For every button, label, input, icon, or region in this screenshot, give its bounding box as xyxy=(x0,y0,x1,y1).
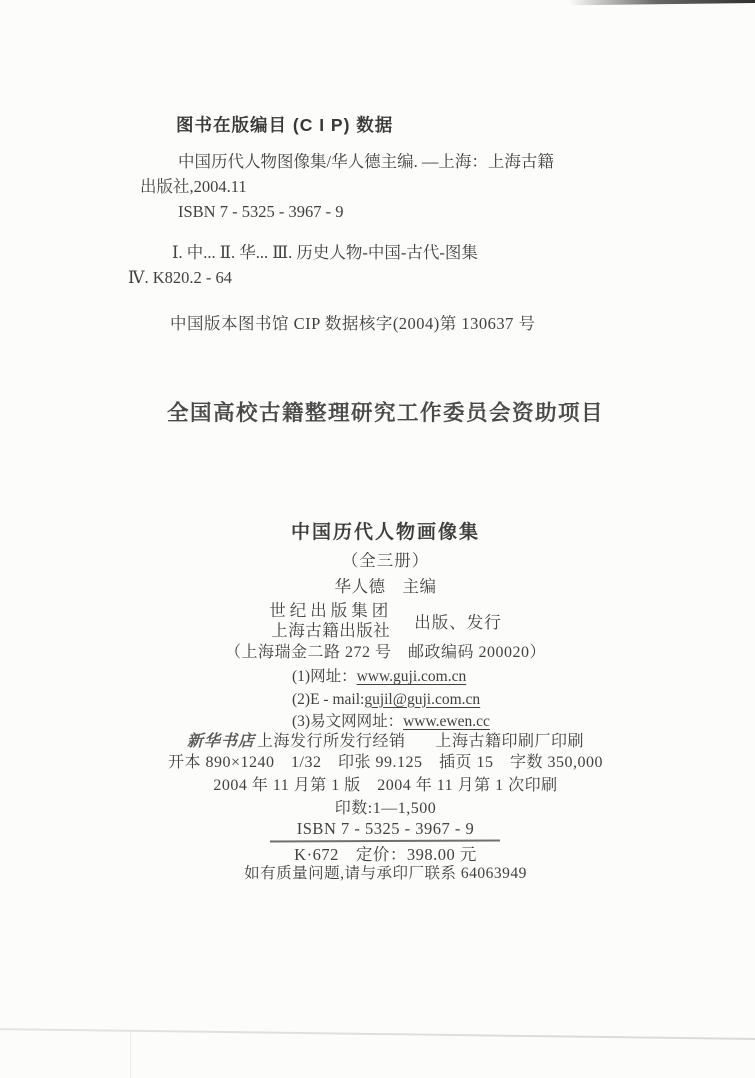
publisher-row xyxy=(0,601,755,641)
print-run-line: 印数:1—1,500 xyxy=(334,800,437,817)
editor-line: 华人德 主编 xyxy=(334,577,437,596)
cip-classification-block xyxy=(128,240,648,290)
classification-line-2: Ⅳ. K820.2 - 64 xyxy=(128,268,233,287)
email-line xyxy=(292,689,622,712)
price-line: K·672 定价：398.00 元 xyxy=(294,845,477,864)
cip-record-number: 中国版本图书馆 CIP 数据核字(2004)第 130637 号 xyxy=(170,314,536,333)
ewen-url: www.ewen.cc xyxy=(403,713,490,730)
contact-block xyxy=(292,666,622,734)
website-url: www.guji.com.cn xyxy=(356,668,467,685)
cip-header: 图书在版编目 (C I P) 数据 xyxy=(176,115,394,135)
cip-isbn: ISBN 7 - 5325 - 3967 - 9 xyxy=(178,202,344,221)
publisher-address: （上海瑞金二路 272 号 邮政编码 200020） xyxy=(224,644,546,661)
format-spec-line: 开本 890×1240 1/32 印张 99.125 插页 15 字数 350,000 xyxy=(168,754,603,771)
publisher-names xyxy=(269,601,392,641)
cip-title-line: 中国历代人物图像集/华人德主编. —上海：上海古籍 xyxy=(178,152,554,171)
distribution-line xyxy=(0,731,755,752)
book-title: 中国历代人物画像集 xyxy=(290,522,480,543)
isbn-line: ISBN 7 - 5325 - 3967 - 9 xyxy=(296,819,475,838)
ewen-label: (3)易文网网址： xyxy=(292,713,404,730)
website-line xyxy=(292,666,622,689)
cip-publisher-line: 出版社,2004.11 xyxy=(140,177,247,196)
funding-project-line: 全国高校古籍整理研究工作委员会资助项目 xyxy=(166,401,604,425)
email-address: gujil@guji.com.cn xyxy=(364,690,481,708)
publishing-group: 世纪出版集团 xyxy=(269,601,393,620)
scan-page-bottom-edge xyxy=(0,1028,755,1040)
cip-data-block xyxy=(140,113,640,224)
website-label: (1)网址： xyxy=(292,668,357,685)
publisher-name: 上海古籍出版社 xyxy=(271,621,391,640)
publisher-role: 出版、发行 xyxy=(414,613,502,632)
scan-top-edge-artifact xyxy=(569,0,755,5)
edition-line: 2004 年 11 月第 1 版 2004 年 11 月第 1 次印刷 xyxy=(213,777,558,794)
quality-notice-line: 如有质量问题,请与承印厂联系 64063949 xyxy=(244,865,527,882)
distributor-text: 上海发行所发行经销 xyxy=(256,733,406,750)
classification-line-1: Ⅰ. 中... Ⅱ. 华... Ⅲ. 历史人物-中国-古代-图集 xyxy=(172,243,478,262)
scan-crease-artifact xyxy=(130,1032,131,1078)
printer-text: 上海古籍印刷厂印刷 xyxy=(435,733,585,750)
volume-note: （全三册） xyxy=(341,551,430,570)
email-label: (2)E - mail: xyxy=(292,690,365,708)
xinhua-bookstore-logotype: 新华书店 xyxy=(186,731,255,750)
isbn-divider-rule xyxy=(270,839,500,842)
